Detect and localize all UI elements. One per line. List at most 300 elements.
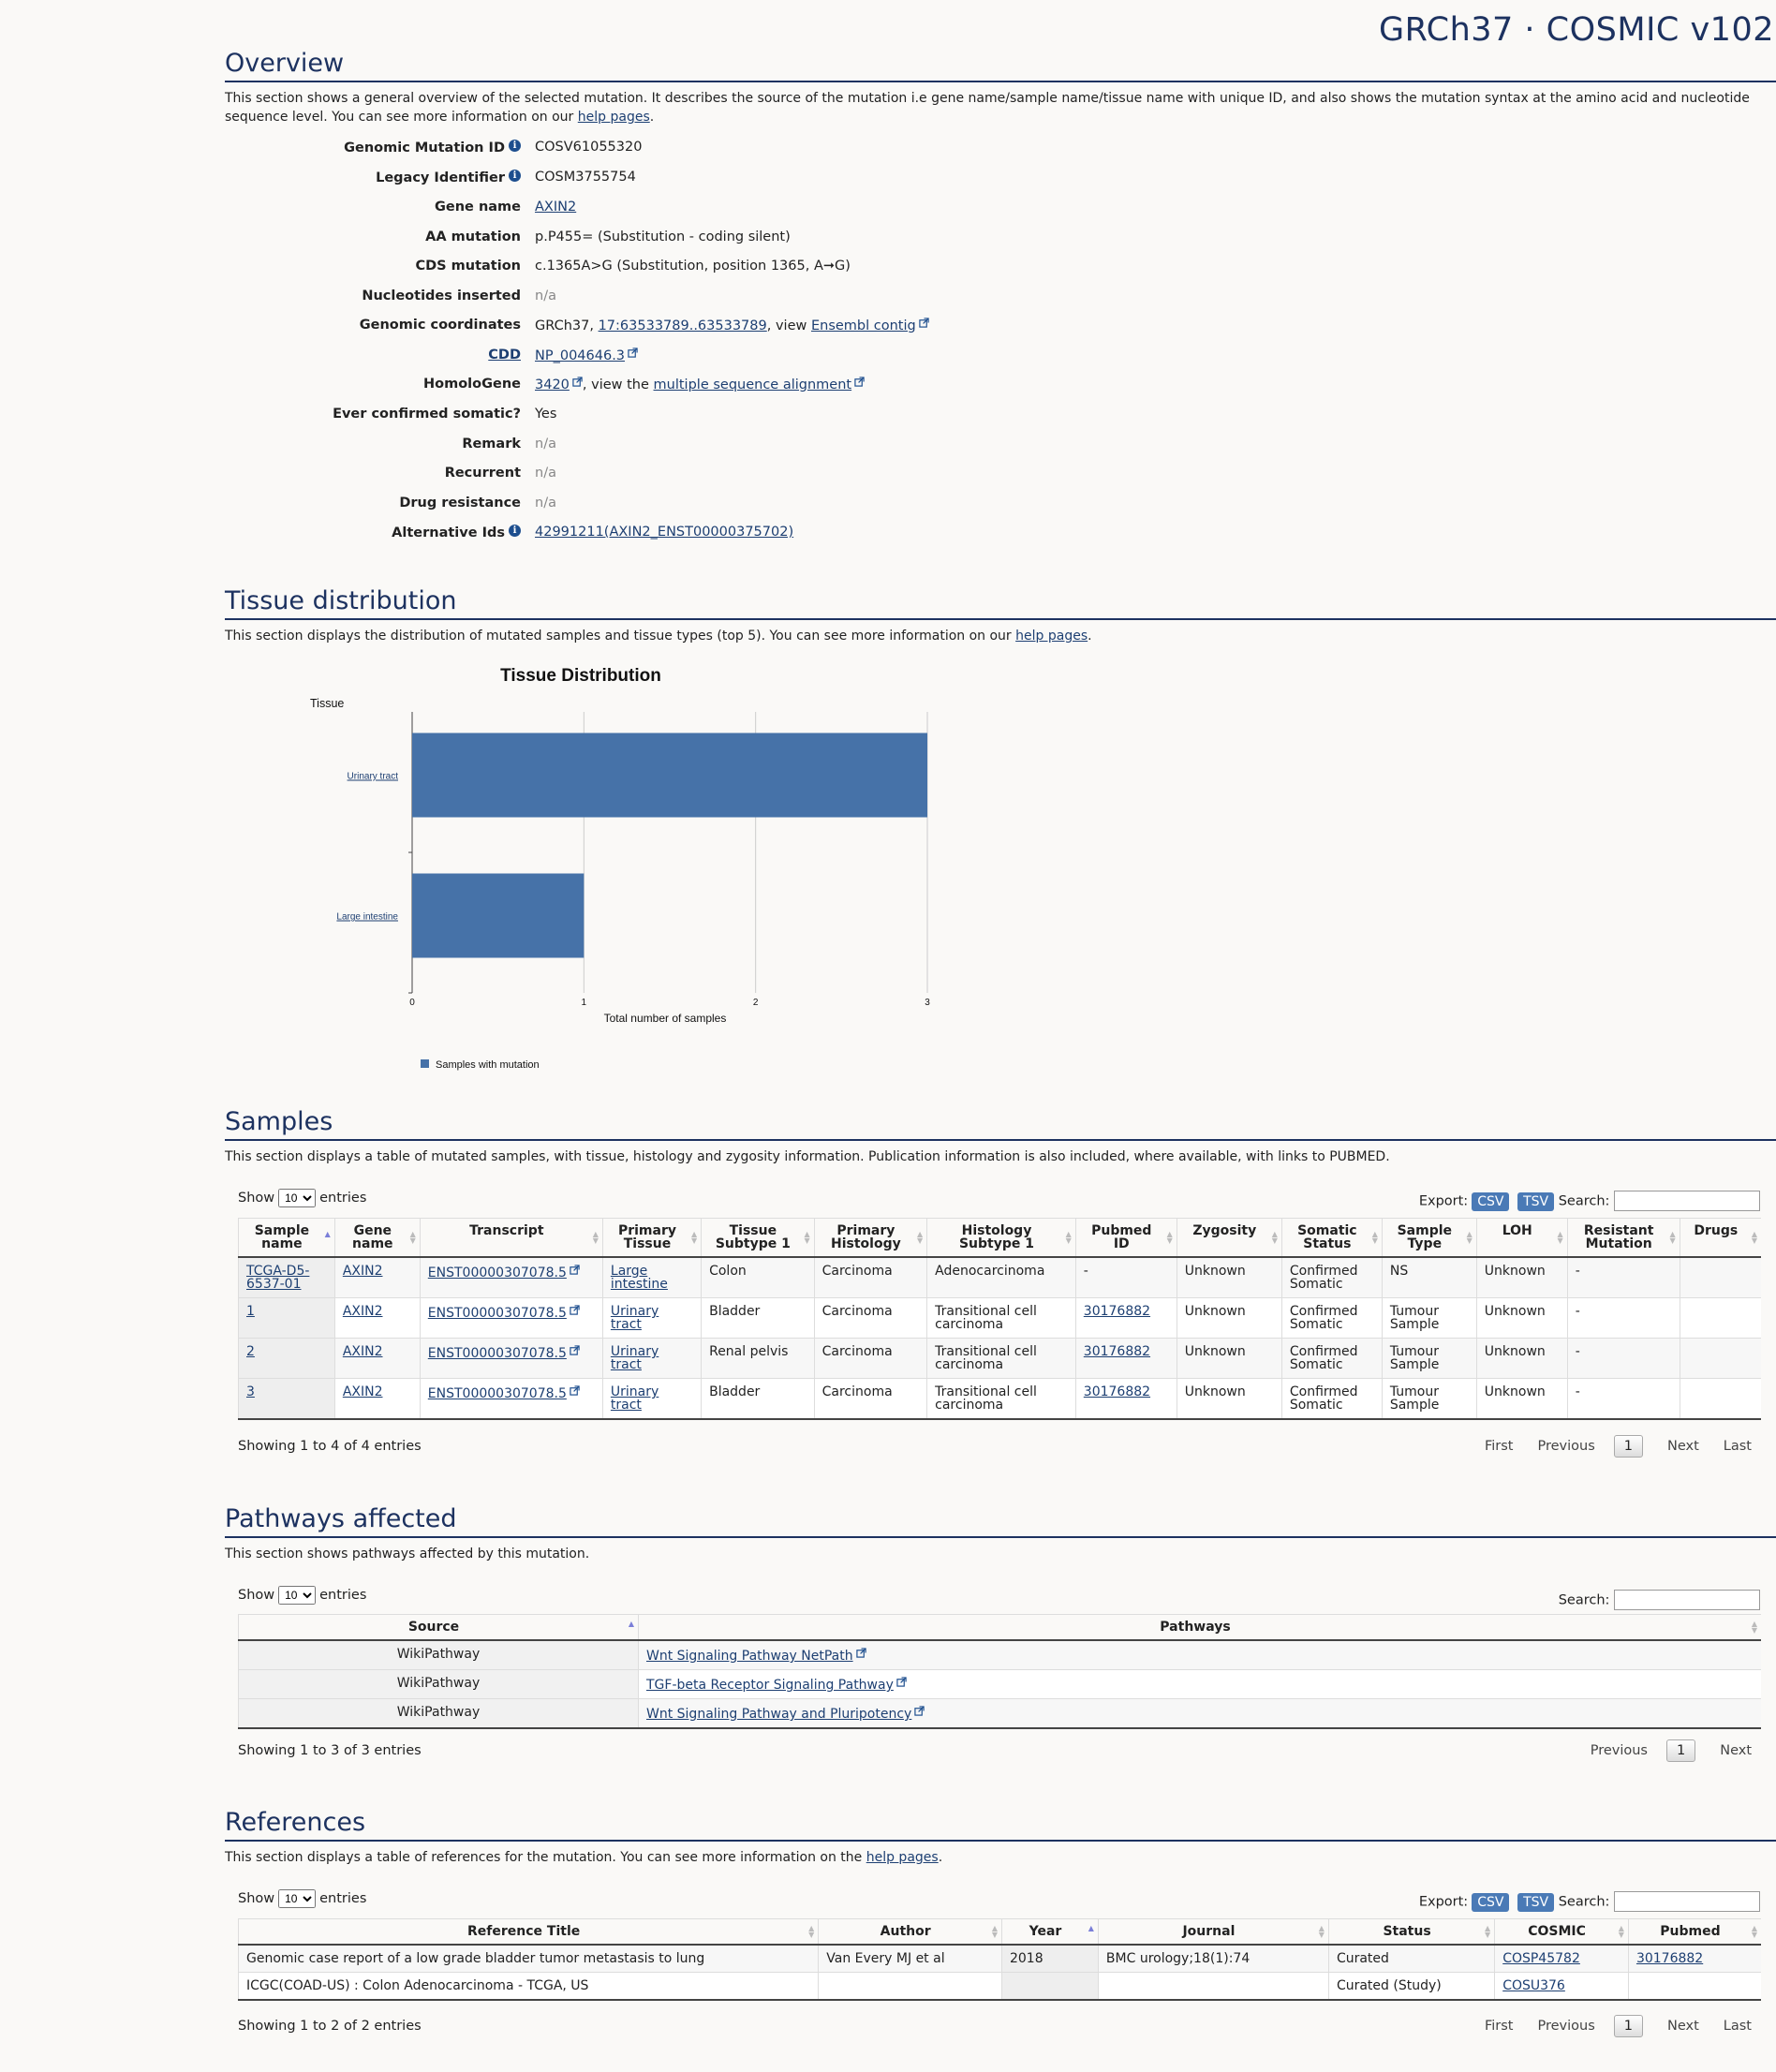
table-row bbox=[239, 1699, 1762, 1729]
cell-primary-tissue[interactable] bbox=[602, 1339, 701, 1379]
column-header-zygosity[interactable] bbox=[1177, 1219, 1281, 1258]
column-header-pubmed[interactable] bbox=[1628, 1919, 1761, 1946]
gene-link[interactable]: AXIN2 bbox=[342, 1384, 383, 1399]
first-page-button[interactable]: First bbox=[1484, 1439, 1514, 1454]
legend-swatch bbox=[421, 1059, 429, 1068]
external-link-icon bbox=[896, 1677, 907, 1687]
x-tick-label: 0 bbox=[409, 998, 415, 1008]
column-header-sample-name[interactable] bbox=[239, 1219, 335, 1258]
cell-transcript[interactable] bbox=[420, 1257, 602, 1298]
cell-gene-name[interactable] bbox=[334, 1257, 420, 1298]
sort-icon: ▲ ▼ bbox=[1271, 1230, 1278, 1245]
x-tick-label: 3 bbox=[925, 998, 930, 1008]
cdd-link[interactable]: NP_004646.3 bbox=[535, 348, 626, 363]
sort-icon: ▲ ▼ bbox=[1466, 1230, 1473, 1245]
column-header-label: LOH bbox=[1502, 1223, 1532, 1238]
x-tick-label: 2 bbox=[752, 998, 759, 1008]
column-header-author[interactable] bbox=[819, 1919, 1002, 1946]
last-page-button[interactable]: Last bbox=[1723, 1439, 1752, 1454]
next-page-button[interactable]: Next bbox=[1720, 1743, 1752, 1758]
column-header-label: Somatic Status bbox=[1297, 1223, 1357, 1251]
sample-link[interactable]: 1 bbox=[246, 1304, 255, 1319]
external-link-icon bbox=[570, 1305, 580, 1315]
sort-icon: ▲ ▼ bbox=[1065, 1230, 1072, 1245]
cell-gene-name[interactable] bbox=[334, 1379, 420, 1420]
cell-transcript[interactable] bbox=[420, 1298, 602, 1339]
sort-icon: ▲ ▼ bbox=[592, 1230, 599, 1245]
y-axis-label: Tissue bbox=[310, 697, 345, 710]
cell-pubmed[interactable] bbox=[1628, 1973, 1761, 2001]
table-row bbox=[239, 1945, 1762, 1973]
info-icon[interactable]: i bbox=[509, 170, 521, 182]
cell-source: WikiPathway bbox=[239, 1640, 639, 1670]
column-header-label: Transcript bbox=[469, 1223, 544, 1238]
row-aa-mutation bbox=[225, 223, 791, 251]
column-header-cosmic[interactable] bbox=[1495, 1919, 1629, 1946]
gene-link[interactable]: AXIN2 bbox=[342, 1264, 383, 1279]
cell-pubmed-id[interactable] bbox=[1075, 1339, 1177, 1379]
cell-tissue-subtype-1: Renal pelvis bbox=[702, 1339, 815, 1379]
column-header-label: Pathways bbox=[1160, 1620, 1231, 1635]
table-row bbox=[239, 1298, 1762, 1339]
table-row bbox=[239, 1640, 1762, 1670]
next-page-button[interactable]: Next bbox=[1667, 2019, 1699, 2034]
column-header-somatic-status[interactable] bbox=[1281, 1219, 1382, 1258]
gene-link[interactable]: AXIN2 bbox=[342, 1344, 383, 1359]
current-page-button[interactable]: 1 bbox=[1666, 1739, 1695, 1762]
column-header-label: Sample Type bbox=[1397, 1223, 1453, 1251]
tissue-section bbox=[225, 586, 1776, 645]
cell-zygosity: Unknown bbox=[1177, 1339, 1281, 1379]
gene-link[interactable]: AXIN2 bbox=[342, 1304, 383, 1319]
cell-resistant-mutation: - bbox=[1567, 1298, 1680, 1339]
cell-gene-name[interactable] bbox=[334, 1339, 420, 1379]
column-header-label: Journal bbox=[1182, 1924, 1236, 1939]
cosmic-link[interactable]: COSP45782 bbox=[1502, 1951, 1580, 1966]
row-nucleotides-inserted bbox=[225, 282, 556, 310]
cell-zygosity: Unknown bbox=[1177, 1257, 1281, 1298]
column-header-year[interactable] bbox=[1001, 1919, 1098, 1946]
references-toolbar bbox=[1419, 1891, 1760, 1912]
row-gene-name bbox=[225, 193, 576, 221]
overview-desc-end: . bbox=[649, 110, 655, 125]
table-row bbox=[239, 1339, 1762, 1379]
references-heading: References bbox=[225, 1808, 1776, 1842]
column-header-label: Zygosity bbox=[1192, 1223, 1257, 1238]
homologene-link[interactable]: 3420 bbox=[535, 377, 570, 392]
overview-desc-text: This section shows a general overview of the selected mutation. It describes the source of the mutation i.e gene name/sample name/tissue name with unique ID, and also shows the mutation syntax at the amino acid and nucleotide sequence level. You can see more information on our bbox=[225, 91, 1750, 125]
column-header-gene-name[interactable] bbox=[334, 1219, 420, 1258]
remark-label: Remark bbox=[462, 437, 521, 451]
sample-link[interactable]: 2 bbox=[246, 1344, 255, 1359]
column-header-label: Reference Title bbox=[467, 1924, 581, 1939]
sort-icon: ▲ ▼ bbox=[1751, 1620, 1757, 1635]
alternative-ids-link[interactable]: 42991211(AXIN2_ENST00000375702) bbox=[535, 525, 794, 540]
column-header-label: Primary Histology bbox=[831, 1223, 901, 1251]
column-header-label: Author bbox=[880, 1924, 931, 1939]
sample-link[interactable]: TCGA-D5-6537-01 bbox=[246, 1264, 310, 1292]
cell-pubmed-id[interactable] bbox=[1075, 1379, 1177, 1420]
cell-histology-subtype-1: Transitional cell carcinoma bbox=[927, 1379, 1076, 1420]
tissue-help-link[interactable]: help pages bbox=[1015, 629, 1088, 644]
table-row bbox=[239, 1257, 1762, 1298]
show-label: Show bbox=[238, 1588, 275, 1603]
search-label: Search: bbox=[1558, 1193, 1610, 1209]
pathway-link[interactable]: TGF-beta Receptor Signaling Pathway bbox=[646, 1678, 894, 1693]
csv-export-button[interactable]: CSV bbox=[1472, 1893, 1509, 1912]
drug-resistance-label: Drug resistance bbox=[399, 496, 521, 511]
genomic-coordinates-mid: , view bbox=[766, 318, 811, 333]
tissue-link[interactable]: Urinary tract bbox=[610, 1384, 659, 1413]
column-header-label: Primary Tissue bbox=[617, 1223, 676, 1251]
column-header-label: Histology Subtype 1 bbox=[958, 1223, 1034, 1251]
external-link-icon bbox=[570, 1385, 580, 1396]
column-header-histology-subtype-1[interactable] bbox=[927, 1219, 1076, 1258]
cell-drugs bbox=[1680, 1257, 1761, 1298]
row-drug-resistance bbox=[225, 489, 556, 517]
pubmed-link[interactable]: 30176882 bbox=[1083, 1344, 1151, 1359]
genomic-coordinates-label: Genomic coordinates bbox=[359, 318, 521, 333]
cell-sample-type: Tumour Sample bbox=[1382, 1339, 1476, 1379]
pubmed-link[interactable]: 30176882 bbox=[1083, 1304, 1151, 1319]
references-help-link[interactable]: help pages bbox=[866, 1850, 939, 1865]
column-header-primary-histology[interactable] bbox=[814, 1219, 927, 1258]
transcript-link[interactable]: ENST00000307078.5 bbox=[427, 1386, 567, 1401]
remark-value: n/a bbox=[535, 437, 556, 451]
pathways-table bbox=[238, 1614, 1761, 1729]
previous-page-button[interactable]: Previous bbox=[1537, 2019, 1595, 2034]
homologene-mid: , view the bbox=[582, 377, 654, 392]
column-header-label: Tissue Subtype 1 bbox=[715, 1223, 791, 1251]
cell-tissue-subtype-1: Bladder bbox=[702, 1298, 815, 1339]
references-table bbox=[238, 1918, 1761, 2001]
table-row bbox=[239, 1670, 1762, 1699]
overview-description bbox=[225, 89, 1761, 126]
column-header-label: Drugs bbox=[1694, 1223, 1739, 1238]
overview-section bbox=[225, 49, 1776, 540]
pathway-link[interactable]: Wnt Signaling Pathway NetPath bbox=[646, 1649, 853, 1664]
cell-resistant-mutation: - bbox=[1567, 1339, 1680, 1379]
cell-zygosity: Unknown bbox=[1177, 1298, 1281, 1339]
external-link-icon bbox=[856, 1648, 866, 1658]
pubmed-link[interactable]: 30176882 bbox=[1635, 1951, 1704, 1966]
column-header-primary-tissue[interactable] bbox=[602, 1219, 701, 1258]
external-link-icon bbox=[572, 377, 583, 387]
tissue-link[interactable]: Urinary tract bbox=[610, 1344, 659, 1372]
last-page-button[interactable]: Last bbox=[1723, 2019, 1752, 2034]
column-header-sample-type[interactable] bbox=[1382, 1219, 1476, 1258]
chart-title: Tissue Distribution bbox=[500, 666, 661, 686]
tissue-desc-end: . bbox=[1088, 629, 1092, 644]
sort-icon: ▲ ▼ bbox=[1318, 1924, 1325, 1939]
cell-loh: Unknown bbox=[1476, 1298, 1567, 1339]
pathways-search-input[interactable] bbox=[1614, 1590, 1760, 1610]
sort-icon: ▲ ▼ bbox=[917, 1230, 924, 1245]
cell-pathway[interactable] bbox=[639, 1640, 1762, 1670]
samples-heading: Samples bbox=[225, 1107, 1776, 1141]
cell-author bbox=[819, 1973, 1002, 2001]
sort-icon: ▲ ▼ bbox=[804, 1230, 810, 1245]
sort-icon: ▲ ▼ bbox=[1618, 1924, 1624, 1939]
sort-icon: ▲ ▼ bbox=[1371, 1230, 1378, 1245]
cds-mutation-label: CDS mutation bbox=[415, 259, 521, 274]
show-label: Show bbox=[238, 1891, 275, 1906]
cell-loh: Unknown bbox=[1476, 1339, 1567, 1379]
homologene-label: HomoloGene bbox=[423, 377, 521, 392]
references-search-input[interactable] bbox=[1614, 1891, 1760, 1912]
legacy-identifier-value: COSM3755754 bbox=[535, 170, 636, 185]
cell-primary-tissue[interactable] bbox=[602, 1257, 701, 1298]
legacy-identifier-label: Legacy Identifier bbox=[376, 170, 505, 185]
genomic-coordinates-link[interactable]: 17:63533789..63533789 bbox=[598, 318, 767, 333]
sort-icon: ▲ ▼ bbox=[690, 1230, 698, 1245]
cell-cosmic[interactable] bbox=[1495, 1973, 1629, 2001]
previous-page-button[interactable]: Previous bbox=[1537, 1439, 1595, 1454]
tsv-export-button[interactable]: TSV bbox=[1517, 1192, 1554, 1211]
tissue-link[interactable]: Urinary tract bbox=[610, 1304, 659, 1332]
cell-loh: Unknown bbox=[1476, 1257, 1567, 1298]
pathways-heading: Pathways affected bbox=[225, 1504, 1776, 1538]
cell-histology-subtype-1: Adenocarcinoma bbox=[927, 1257, 1076, 1298]
cell-sample-type: Tumour Sample bbox=[1382, 1379, 1476, 1420]
genomic-mutation-id-value: COSV61055320 bbox=[535, 140, 643, 155]
cell-year: 2018 bbox=[1001, 1945, 1098, 1973]
cell-pubmed-id[interactable]: - bbox=[1075, 1257, 1177, 1298]
row-cds-mutation bbox=[225, 252, 851, 280]
info-icon[interactable]: i bbox=[509, 140, 521, 152]
cell-resistant-mutation: - bbox=[1567, 1379, 1680, 1420]
column-header-label: Status bbox=[1383, 1924, 1431, 1939]
row-genomic-coordinates bbox=[225, 311, 929, 339]
column-header-loh[interactable] bbox=[1476, 1219, 1567, 1258]
table-row bbox=[239, 1973, 1762, 2001]
cell-drugs bbox=[1680, 1379, 1761, 1420]
legend-label: Samples with mutation bbox=[436, 1059, 540, 1071]
column-header-label: COSMIC bbox=[1528, 1924, 1586, 1939]
site-brand: GRCh37 · COSMIC v102 bbox=[1378, 11, 1774, 49]
csv-export-button[interactable]: CSV bbox=[1472, 1192, 1509, 1211]
sort-icon: ▲ ▼ bbox=[808, 1924, 815, 1939]
gene-name-label: Gene name bbox=[435, 200, 521, 215]
x-axis-label: Total number of samples bbox=[603, 1012, 727, 1025]
cell-drugs bbox=[1680, 1298, 1761, 1339]
external-link-icon bbox=[570, 1345, 580, 1355]
pathways-length-control bbox=[238, 1586, 366, 1605]
transcript-link[interactable]: ENST00000307078.5 bbox=[427, 1346, 567, 1361]
previous-page-button[interactable]: Previous bbox=[1590, 1743, 1648, 1758]
cell-journal bbox=[1098, 1973, 1328, 2001]
cell-source: WikiPathway bbox=[239, 1670, 639, 1699]
cell-primary-tissue[interactable] bbox=[602, 1379, 701, 1420]
row-alternative-ids bbox=[225, 518, 793, 546]
column-header-label: Source bbox=[407, 1620, 460, 1635]
cell-transcript[interactable] bbox=[420, 1379, 602, 1420]
cell-author: Van Every MJ et al bbox=[819, 1945, 1002, 1973]
cell-loh: Unknown bbox=[1476, 1379, 1567, 1420]
transcript-link[interactable]: ENST00000307078.5 bbox=[427, 1265, 567, 1280]
current-page-button[interactable]: 1 bbox=[1614, 2015, 1643, 2037]
external-link-icon bbox=[628, 348, 638, 358]
sort-icon: ▲ bbox=[1088, 1924, 1094, 1932]
pathway-link[interactable]: Wnt Signaling Pathway and Pluripotency bbox=[646, 1707, 912, 1722]
cell-status: Curated bbox=[1328, 1945, 1494, 1973]
tsv-export-button[interactable]: TSV bbox=[1517, 1893, 1554, 1912]
samples-search-input[interactable] bbox=[1614, 1191, 1760, 1211]
cell-transcript[interactable] bbox=[420, 1339, 602, 1379]
sort-icon: ▲ bbox=[324, 1230, 331, 1238]
gene-name-link[interactable]: AXIN2 bbox=[535, 200, 577, 215]
sort-icon: ▲ bbox=[628, 1620, 634, 1628]
cell-somatic-status: Confirmed Somatic bbox=[1281, 1379, 1382, 1420]
page-size-select[interactable] bbox=[278, 1189, 316, 1207]
references-length-control bbox=[238, 1889, 366, 1908]
overview-heading: Overview bbox=[225, 49, 1776, 82]
alternative-ids-label: Alternative Ids bbox=[392, 525, 505, 540]
sort-icon: ▲ ▼ bbox=[1485, 1924, 1491, 1939]
cell-sample-type: Tumour Sample bbox=[1382, 1298, 1476, 1339]
overview-help-link[interactable]: help pages bbox=[577, 110, 650, 125]
column-header-label: Pubmed bbox=[1660, 1924, 1721, 1939]
cell-cosmic[interactable] bbox=[1495, 1945, 1629, 1973]
column-header-drugs[interactable] bbox=[1680, 1219, 1761, 1258]
sort-icon: ▲ ▼ bbox=[1751, 1924, 1757, 1939]
tissue-description bbox=[225, 627, 1761, 645]
column-header-pubmed-id[interactable] bbox=[1075, 1219, 1177, 1258]
column-header-transcript[interactable] bbox=[420, 1219, 602, 1258]
cell-pathway[interactable] bbox=[639, 1670, 1762, 1699]
cell-status: Curated (Study) bbox=[1328, 1973, 1494, 2001]
cell-primary-histology: Carcinoma bbox=[814, 1298, 927, 1339]
cosmic-link[interactable]: COSU376 bbox=[1502, 1978, 1565, 1993]
cell-primary-tissue[interactable] bbox=[602, 1298, 701, 1339]
genomic-coordinates-prefix: GRCh37, bbox=[535, 318, 599, 333]
cell-gene-name[interactable] bbox=[334, 1298, 420, 1339]
cell-year bbox=[1001, 1973, 1098, 2001]
cell-sample-name[interactable] bbox=[239, 1339, 335, 1379]
column-header-source[interactable] bbox=[239, 1615, 639, 1641]
column-header-pathways[interactable] bbox=[639, 1615, 1762, 1641]
nucleotides-inserted-label: Nucleotides inserted bbox=[362, 289, 521, 303]
row-genomic-mutation-id bbox=[225, 133, 642, 161]
cell-somatic-status: Confirmed Somatic bbox=[1281, 1257, 1382, 1298]
row-homologene bbox=[225, 370, 865, 398]
cell-pathway[interactable] bbox=[639, 1699, 1762, 1729]
sort-icon: ▲ ▼ bbox=[991, 1924, 998, 1939]
column-header-label: Resistant Mutation bbox=[1583, 1223, 1654, 1251]
pathways-toolbar bbox=[1559, 1590, 1760, 1610]
cell-zygosity: Unknown bbox=[1177, 1379, 1281, 1420]
cdd-label-text: CDD bbox=[488, 348, 521, 363]
references-description bbox=[225, 1848, 1761, 1867]
sort-icon: ▲ ▼ bbox=[1751, 1230, 1757, 1245]
page-size-select[interactable] bbox=[278, 1586, 316, 1605]
sort-icon: ▲ ▼ bbox=[1669, 1230, 1676, 1245]
cell-sample-name[interactable] bbox=[239, 1379, 335, 1420]
row-cdd bbox=[225, 341, 638, 369]
table-row bbox=[239, 1379, 1762, 1420]
sort-icon: ▲ ▼ bbox=[409, 1230, 416, 1245]
row-remark bbox=[225, 430, 556, 458]
references-section bbox=[225, 1808, 1776, 1867]
references-info: Showing 1 to 2 of 2 entries bbox=[238, 2019, 422, 2034]
pubmed-link[interactable]: 30176882 bbox=[1083, 1384, 1151, 1399]
cell-pubmed-id[interactable] bbox=[1075, 1298, 1177, 1339]
cell-histology-subtype-1: Transitional cell carcinoma bbox=[927, 1339, 1076, 1379]
cell-somatic-status: Confirmed Somatic bbox=[1281, 1298, 1382, 1339]
row-legacy-identifier bbox=[225, 163, 636, 191]
external-link-icon bbox=[919, 318, 929, 328]
samples-length-control bbox=[238, 1189, 366, 1207]
recurrent-label: Recurrent bbox=[444, 466, 521, 481]
bar-large-intestine[interactable] bbox=[412, 874, 584, 958]
cell-drugs bbox=[1680, 1339, 1761, 1379]
tissue-link[interactable]: Large intestine bbox=[610, 1264, 668, 1292]
current-page-button[interactable]: 1 bbox=[1614, 1435, 1643, 1458]
y-tick-label[interactable]: Urinary tract bbox=[347, 771, 398, 782]
entries-label: entries bbox=[319, 1588, 367, 1603]
cell-pubmed[interactable] bbox=[1628, 1945, 1761, 1973]
x-tick-label: 1 bbox=[581, 998, 587, 1008]
external-link-icon bbox=[914, 1706, 925, 1716]
cell-reference-title: ICGC(COAD-US) : Colon Adenocarcinoma - TCGA, US bbox=[239, 1973, 819, 2001]
samples-pagination bbox=[1460, 1435, 1752, 1458]
pathways-section bbox=[225, 1504, 1776, 1563]
page-size-select[interactable] bbox=[278, 1889, 316, 1908]
next-page-button[interactable]: Next bbox=[1667, 1439, 1699, 1454]
transcript-link[interactable]: ENST00000307078.5 bbox=[427, 1306, 567, 1321]
column-header-label: Year bbox=[1029, 1924, 1062, 1939]
column-header-reference-title[interactable] bbox=[239, 1919, 819, 1946]
y-tick-label[interactable]: Large intestine bbox=[336, 911, 398, 923]
column-header-tissue-subtype-1[interactable] bbox=[702, 1219, 815, 1258]
show-label: Show bbox=[238, 1191, 275, 1206]
cell-sample-name[interactable] bbox=[239, 1257, 335, 1298]
cell-primary-histology: Carcinoma bbox=[814, 1339, 927, 1379]
first-page-button[interactable]: First bbox=[1484, 2019, 1514, 2034]
column-header-journal[interactable] bbox=[1098, 1919, 1328, 1946]
sort-icon: ▲ ▼ bbox=[1557, 1230, 1563, 1245]
samples-table bbox=[238, 1218, 1761, 1420]
references-desc-text: This section displays a table of references for the mutation. You can see more information on the bbox=[225, 1850, 866, 1865]
msa-link[interactable]: multiple sequence alignment bbox=[653, 377, 852, 392]
search-label: Search: bbox=[1558, 1894, 1610, 1910]
samples-description: This section displays a table of mutated samples, with tissue, histology and zygosity information. Publication information is also included, where available, with links to PUBMED. bbox=[225, 1149, 1390, 1164]
info-icon[interactable]: i bbox=[509, 525, 521, 537]
tissue-desc-text: This section displays the distribution of mutated samples and tissue types (top 5). You can see more information on our bbox=[225, 629, 1016, 644]
column-header-status[interactable] bbox=[1328, 1919, 1494, 1946]
cds-mutation-value: c.1365A>G (Substitution, position 1365, A➞G) bbox=[535, 259, 851, 274]
pathways-pagination bbox=[1566, 1739, 1752, 1762]
aa-mutation-label: AA mutation bbox=[425, 229, 521, 244]
column-header-label: Pubmed ID bbox=[1091, 1223, 1152, 1251]
entries-label: entries bbox=[319, 1191, 367, 1206]
export-label: Export: bbox=[1418, 1894, 1469, 1910]
ensembl-contig-link[interactable]: Ensembl contig bbox=[810, 318, 916, 333]
genomic-mutation-id-label: Genomic Mutation ID bbox=[344, 140, 505, 155]
row-recurrent bbox=[225, 459, 556, 487]
cell-histology-subtype-1: Transitional cell carcinoma bbox=[927, 1298, 1076, 1339]
cell-resistant-mutation: - bbox=[1567, 1257, 1680, 1298]
aa-mutation-value: p.P455= (Substitution - coding silent) bbox=[535, 229, 791, 244]
cell-primary-histology: Carcinoma bbox=[814, 1257, 927, 1298]
sample-link[interactable]: 3 bbox=[246, 1384, 255, 1399]
bar-urinary-tract[interactable] bbox=[412, 733, 927, 818]
samples-info: Showing 1 to 4 of 4 entries bbox=[238, 1439, 422, 1454]
ever-confirmed-somatic-label: Ever confirmed somatic? bbox=[333, 407, 521, 422]
external-link-icon bbox=[854, 377, 865, 387]
cell-sample-name[interactable] bbox=[239, 1298, 335, 1339]
column-header-resistant-mutation[interactable] bbox=[1567, 1219, 1680, 1258]
